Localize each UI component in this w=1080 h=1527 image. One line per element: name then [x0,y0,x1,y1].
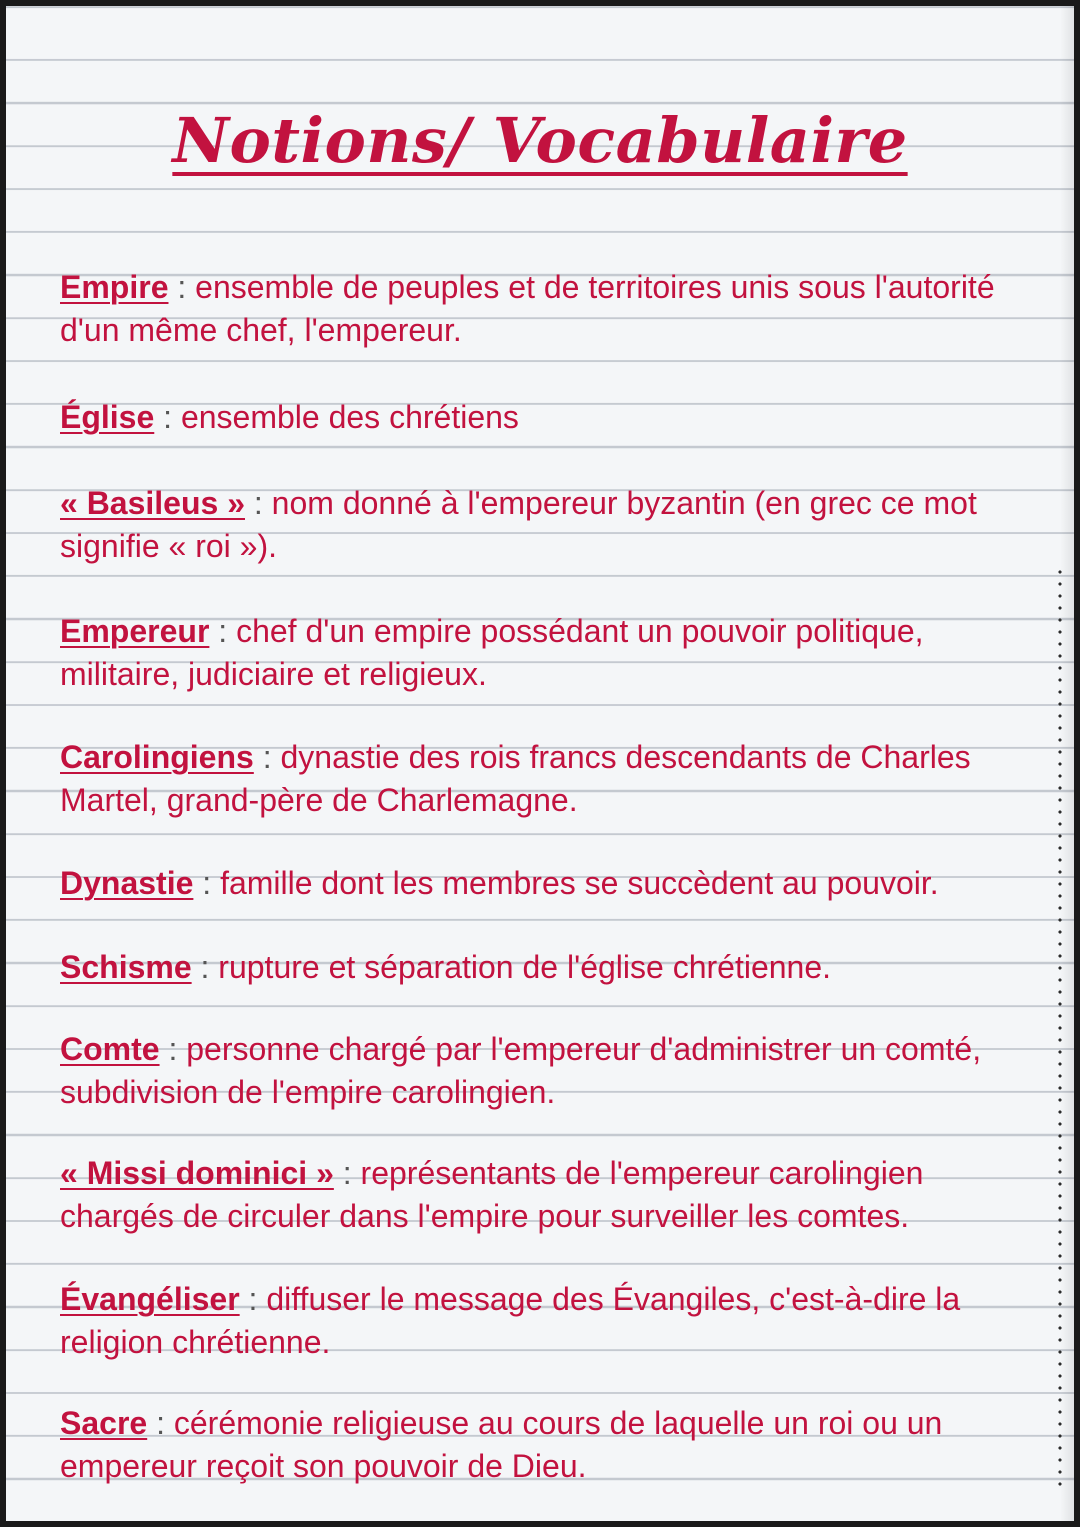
page-title [6,104,1074,177]
vocab-definition: chef d'un empire possédant un pouvoir politique, militaire, judiciaire et religieux. [60,613,924,692]
vocab-definition: ensemble des chrétiens [180,399,519,435]
vocab-entry-sacre [60,1402,1000,1488]
vocab-term: Carolingiens [60,739,254,775]
vocab-entry-carolingiens [60,736,1000,822]
lined-paper-sheet [6,6,1074,1521]
vocab-term: Schisme [60,949,192,985]
vocab-separator: : [239,1281,267,1317]
vocab-definition: diffuser le message des Évangiles, c'est-à-dire la religion chrétienne. [60,1281,961,1360]
vocab-separator: : [147,1405,174,1441]
vocab-term: Évangéliser [60,1281,240,1317]
vocab-separator: : [193,865,221,901]
vocab-definition: rupture et séparation de l'église chrétienne. [218,949,832,985]
vocab-separator: : [253,739,281,775]
vocab-separator: : [245,485,272,521]
vocab-term: Église [60,399,155,435]
vocab-term: « Basileus » [60,485,245,521]
vocab-entry-missi-dominici [60,1152,1000,1238]
vocab-definition: famille dont les membres se succèdent au pouvoir. [220,865,939,901]
page-edge-shadow [1060,6,1074,1521]
vocab-term: Empereur [60,613,210,649]
vocab-definition: représentants de l'empereur carolingien chargés de circuler dans l'empire pour surveiller les comtes. [60,1155,924,1234]
vocab-entry-eglise [60,396,519,439]
vocab-term: « Missi dominici » [60,1155,334,1191]
vocab-term: Dynastie [60,865,194,901]
vocab-entry-dynastie [60,862,939,905]
page-title-text: Notions/ Vocabulaire [172,104,908,177]
vocab-definition: dynastie des rois francs descendants de Charles Martel, grand-père de Charlemagne. [60,739,971,818]
vocab-entry-comte [60,1028,1000,1114]
vocab-separator: : [159,1031,187,1067]
vocab-term: Empire [60,269,169,305]
vocab-definition: nom donné à l'empereur byzantin (en grec ce mot signifie « roi »). [60,485,977,564]
vocab-definition: personne chargé par l'empereur d'administrer un comté, subdivision de l'empire carolingien. [60,1031,982,1110]
vocab-separator: : [154,399,181,435]
vocab-definition: ensemble de peuples et de territoires unis sous l'autorité d'un même chef, l'empereur. [60,269,995,348]
vocab-term: Sacre [60,1405,148,1441]
vocab-separator: : [168,269,196,305]
vocab-entry-empereur [60,610,1000,696]
vocab-definition: cérémonie religieuse au cours de laquelle un roi ou un empereur reçoit son pouvoir de Dieu. [60,1405,943,1484]
vocab-entry-evangeliser [60,1278,1000,1364]
vocab-separator: : [191,949,219,985]
vocab-term: Comte [60,1031,160,1067]
binding-dots [1058,566,1062,1486]
vocab-entry-schisme [60,946,831,989]
vocab-entry-empire [60,266,1000,352]
vocab-entry-basileus [60,482,1000,568]
vocab-separator: : [333,1155,361,1191]
vocab-separator: : [209,613,237,649]
